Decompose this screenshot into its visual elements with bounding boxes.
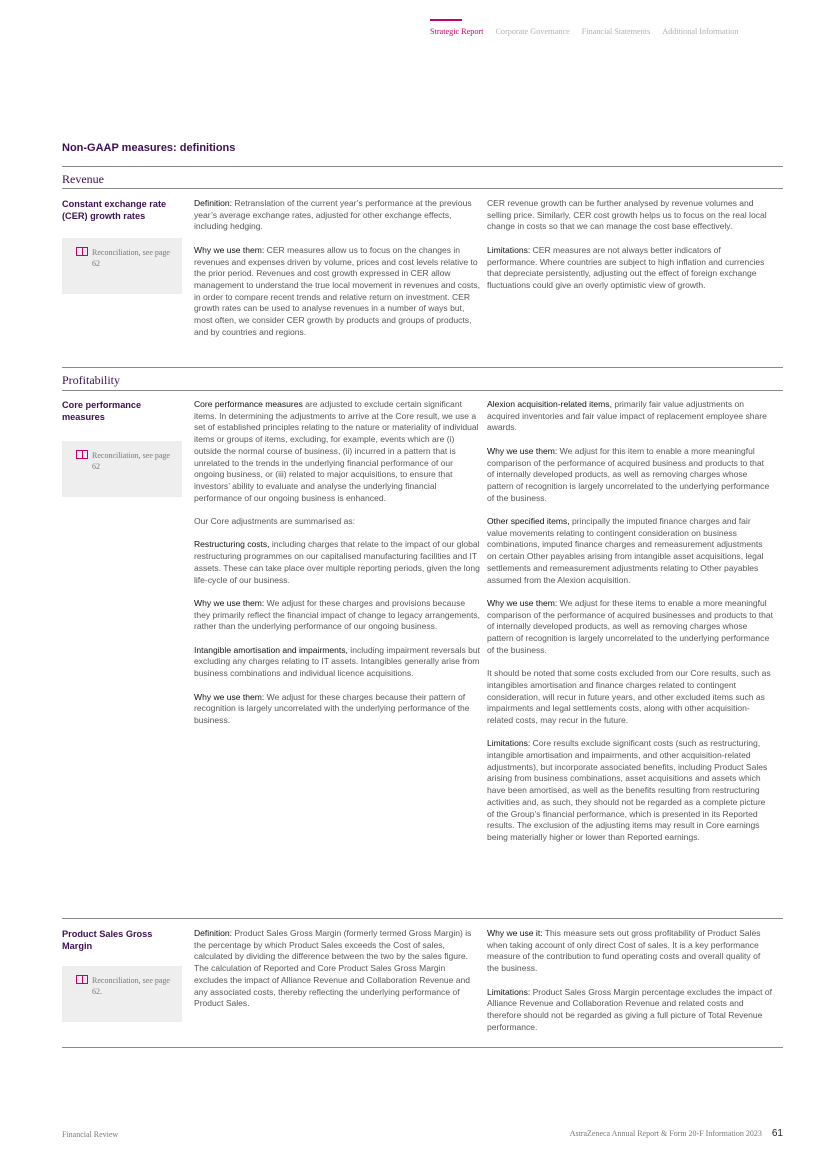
paragraph <box>194 245 480 339</box>
paragraph <box>487 928 773 975</box>
paragraph-lead: Limitations: <box>487 986 531 997</box>
paragraph-text: principally the imputed finance charges and fair value movements relating to contingent consideration on business combinations, imputed finance charges and remeasurement adjustments on certain Other payables arising from intangible asset acquisitions, legal settlements and remeasurement adjustments relating to Other payables assumed from the Alexion acquisition. <box>487 516 764 585</box>
paragraph-text: CER revenue growth can be further analysed by revenue volumes and selling price. Similarly, CER cost growth helps us to focus on the real local change in costs so that we can manage the cost base effectively. <box>487 198 767 232</box>
paragraph <box>487 516 773 586</box>
paragraph <box>487 245 773 292</box>
reconciliation-text: Reconciliation, see page 62. <box>92 976 170 996</box>
section-nav <box>430 19 790 39</box>
paragraph-lead: Why we use them: <box>194 691 265 702</box>
divider <box>62 918 783 919</box>
nav-corporate-governance[interactable]: Corporate Governance <box>495 27 570 36</box>
paragraph-lead: Alexion acquisition-related items, <box>487 399 612 409</box>
paragraph-text: primarily fair value adjustments on acquired inventories and fair value impact of replacement employee share awards. <box>487 399 767 433</box>
paragraph-lead: Core performance measures <box>194 399 303 409</box>
paragraph-text: are adjusted to exclude certain significant items. In determining the adjustments to arrive at the Core result, we use a set of established principles relating to the nature or materiality of individual items or groups of items, excluding, for example, events which are (i) outside the normal course of business, (ii) incurred in a pattern that is unrelated to the trends in the underlying financial performance of our ongoing business, or (iii) related to major acquisitions, to ensure that investors’ ability to evaluate and analyse the underlying financial performance of our ongoing business is enhanced. <box>194 399 479 503</box>
section-heading-profitability: Profitability <box>62 373 120 387</box>
paragraph <box>487 198 773 233</box>
paragraph-lead: Limitations: <box>487 244 531 255</box>
paragraph-text: including charges that relate to the impact of our global restructuring programmes on our capitalised manufacturing facilities and IT assets. These can take place over multiple reporting periods, given the long life-cycle of our business. <box>194 539 480 585</box>
footer-section-name: Financial Review <box>62 1130 119 1139</box>
paragraph-text: We adjust for these charges because their pattern of recognition is largely uncorrelated with the underlying performance of the business. <box>194 691 470 725</box>
book-icon <box>76 975 88 984</box>
paragraph <box>194 645 480 680</box>
nav-strategic-report[interactable]: Strategic Report <box>430 27 484 36</box>
divider <box>62 390 783 391</box>
profitability-col-2 <box>487 399 773 855</box>
paragraph-lead: Restructuring costs, <box>194 539 270 550</box>
paragraph <box>194 399 480 504</box>
revenue-col-1 <box>194 198 480 350</box>
paragraph-lead: Why we use them: <box>194 244 265 255</box>
paragraph-text: It should be noted that some costs excluded from our Core results, such as intangibles amortisation and finance charges related to contingent consideration, will recur in future years, and other excluded items such as impairments and legal settlements costs, along with other acquisition-related costs, may recur in the future. <box>487 668 771 725</box>
reconciliation-link-core[interactable] <box>62 441 182 497</box>
page-number: 61 <box>771 1128 783 1139</box>
paragraph-text: Core results exclude significant costs (such as restructuring, intangible amortisation and impairments, and other acquisition-related adjustments), but incorporate associated benefits, including Product Sales arising from business combinations, asset acquisitions and assets which have been amortised, as well as the benefits resulting from restructuring activities and, as such, they should not be regarded as a complete picture of the Group’s financial performance, which is presented in its Reported results. The exclusion of the adjusting items may result in Core earnings being materially higher or lower than Reported earnings. <box>487 738 768 842</box>
divider <box>62 1047 783 1048</box>
paragraph <box>194 692 480 727</box>
paragraph <box>194 198 480 233</box>
divider <box>62 166 783 167</box>
term-product-sales-gross-margin: Product Sales Gross Margin <box>62 929 153 951</box>
revenue-col-2 <box>487 198 773 303</box>
paragraph-text: CER measures allow us to focus on the changes in revenues and expenses driven by volume, prices and cost levels relative to the prior period. Revenues and cost growth expressed in CER allow management to understand the true local movement in revenues and costs, in order to compare recent trends and relative return on investment. CER growth rates can be used to analyse revenues in a number of ways but, most often, we consider CER growth by products and groups of products, and by countries and regions. <box>194 244 481 337</box>
paragraph-text: including impairment reversals but excluding any charges relating to IT assets. Intangibles generally arise from business combinations and individual licence acquisitions. <box>194 644 480 679</box>
paragraph-lead: Definition: <box>194 928 233 938</box>
term-cer-growth: Constant exchange rate (CER) growth rates <box>62 199 167 221</box>
paragraph-lead: Why we use them: <box>487 597 558 608</box>
paragraph-text: Our Core adjustments are summarised as: <box>194 516 356 527</box>
section-heading-revenue: Revenue <box>62 172 104 186</box>
paragraph-lead: Definition: <box>194 198 233 208</box>
page-title: Non-GAAP measures: definitions <box>62 142 236 154</box>
paragraph-text: We adjust for this item to enable a more meaningful comparison of the performance of acquired business and products to that of internally developed products, as well as removing charges whose pattern of recognition is largely uncorrelated to the underlying performance of the business. <box>487 445 770 503</box>
paragraph <box>194 598 480 633</box>
paragraph-text: This measure sets out gross profitability of Product Sales when taking account of only direct Cost of sales. It is a key performance measure of the contribution to fund operating costs and overall quality of the business. <box>487 928 761 974</box>
footer-publication <box>570 1128 783 1139</box>
paragraph-text: We adjust for these items to enable a more meaningful comparison of the performance of acquired businesses and products to that of internally developed products, as well as removing charges whose pattern of recognition is largely uncorrelated to the underlying performance of the business. <box>487 597 774 655</box>
paragraph-lead: Intangible amortisation and impairments, <box>194 644 348 655</box>
gross-margin-col-2 <box>487 928 773 1045</box>
reconciliation-text: Reconciliation, see page 62 <box>92 451 170 471</box>
footer-report-title: AstraZeneca Annual Report & Form 20-F Information 2023 <box>569 1129 762 1138</box>
paragraph <box>487 987 773 1034</box>
profitability-col-1 <box>194 399 480 738</box>
paragraph-text: Retranslation of the current year’s performance at the previous year’s average exchange rates, adjusted for other exchange effects, including hedging. <box>194 198 472 232</box>
book-icon <box>76 247 88 256</box>
nav-financial-statements[interactable]: Financial Statements <box>581 27 651 36</box>
gross-margin-col-1 <box>194 928 480 1022</box>
paragraph <box>487 399 773 434</box>
term-core-performance: Core performance measures <box>62 400 142 422</box>
reconciliation-link-cer[interactable] <box>62 238 182 294</box>
reconciliation-link-gross-margin[interactable] <box>62 966 182 1022</box>
paragraph-lead: Why we use it: <box>487 928 543 938</box>
paragraph-lead: Other specified items, <box>487 516 570 526</box>
book-icon <box>76 450 88 459</box>
active-nav-indicator <box>430 19 462 21</box>
paragraph-lead: Why we use them: <box>487 445 558 456</box>
paragraph <box>487 598 773 657</box>
paragraph-lead: Why we use them: <box>194 597 265 608</box>
paragraph-lead: Limitations: <box>487 738 531 749</box>
divider <box>62 188 783 189</box>
paragraph <box>487 668 773 727</box>
reconciliation-text: Reconciliation, see page 62 <box>92 248 170 268</box>
paragraph-text: CER measures are not always better indicators of performance. Where countries are subject to high inflation and currencies that depreciate persistently, adjusting out the effect of foreign exchange fluctuations could give an overly optimistic view of growth. <box>487 244 765 290</box>
paragraph <box>487 446 773 505</box>
divider <box>62 367 783 368</box>
nav-additional-information[interactable]: Additional Information <box>662 27 739 36</box>
paragraph <box>487 738 773 843</box>
paragraph <box>194 539 480 586</box>
paragraph <box>194 928 480 1010</box>
paragraph <box>194 516 480 528</box>
paragraph-text: Product Sales Gross Margin (formerly termed Gross Margin) is the percentage by which Product Sales exceeds the Cost of sales, calculated by dividing the difference between the two by the sales figure. The calculation of Reported and Core Product Sales Gross Margin excludes the impact of Alliance Revenue and Collaboration Revenue and any associated costs, thereby reflecting the underlying performance of Product Sales. <box>194 928 472 1009</box>
paragraph-text: We adjust for these charges and provisions because they primarily reflect the financial impact of change to legacy arrangements, rather than the underlying performance of our ongoing business. <box>194 597 480 632</box>
paragraph-text: Product Sales Gross Margin percentage excludes the impact of Alliance Revenue and Collaboration Revenue and related costs and therefore should not be regarded as giving a full picture of Total Revenue performance. <box>487 986 773 1032</box>
